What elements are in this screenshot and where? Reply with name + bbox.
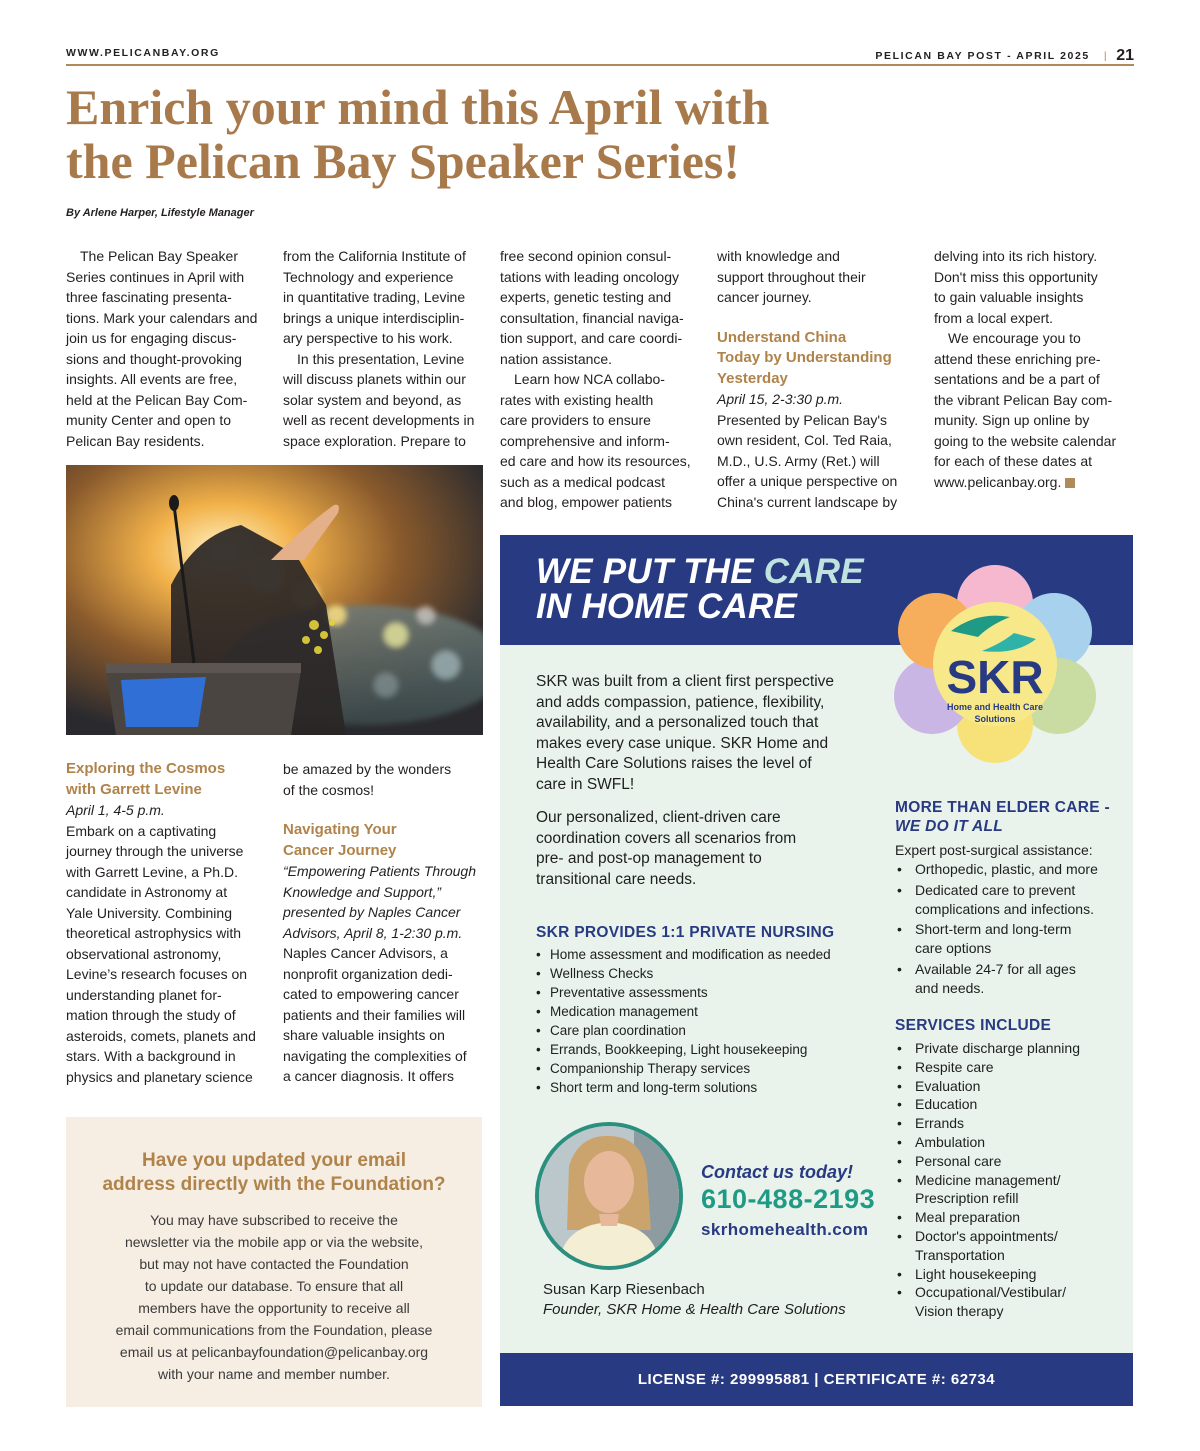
ad-intro-2: Our personalized, client-driven care coordination covers all scenarios from pre- and post-op management to transitional care needs. [536,809,797,888]
article-column-2-bottom [283,759,483,1087]
logo-text: SKR [946,651,1044,703]
article-headline: Enrich your mind this April with the Pelican Bay Speaker Series! [66,79,770,189]
skr-logo-flower [886,553,1104,775]
header-divider [66,64,1134,66]
list-item: • Dedicated care to prevent complications and infections. [895,881,1110,919]
provides-heading: SKR PROVIDES 1:1 PRIVATE NURSING [536,924,835,941]
list-item: • Orthopedic, plastic, and more [895,860,1110,879]
list-item: • Private discharge planning [895,1039,1110,1058]
provides-list [534,945,864,1097]
site-url[interactable]: WWW.PELICANBAY.ORG [66,47,220,59]
levine-background-paragraph: from the California Institute of Technology and experience in quantitative trading, Levine brings a unique interdisciplin- ary perspective to his work. [283,248,466,346]
cancer-journey-details: “Empowering Patients Through Knowledge and Support,” presented by Naples Cancer Advisors, April 8, 1-2:30 p.m. [283,863,476,941]
list-item: • Care plan coordination [534,1021,864,1040]
china-paragraph: Presented by Pelican Bay's own resident, Col. Ted Raia, M.D., U.S. Army (Ret.) will offer a unique perspective on China's current landscape by [717,411,898,510]
header-separator: | [1103,50,1109,62]
founder-photo-illustration [539,1126,679,1266]
founder-name: Susan Karp Riesenbach [543,1281,705,1298]
email-notice-body: You may have subscribed to receive the newsletter via the mobile app or via the website, but may not have contacted the Foundation to update our database. To ensure that all members have the opportunity to receive all email communications from the Foundation, please email us at pelicanbayfoundation@pelicanbay.org with your name and member number. [115,1212,433,1382]
article-column-5 [934,246,1134,492]
article-column-3 [500,246,700,513]
list-item: • Short term and long-term solutions [534,1078,864,1097]
elder-intro: Expert post-surgical assistance: [895,842,1093,858]
list-item: • Companionship Therapy services [534,1059,864,1078]
intro-paragraph: The Pelican Bay Speaker Series continues in April with three fascinating presenta- tions. Mark your calendars and join us for engaging discus- sions and thought-provoking insights. All events are free, held at the Pelican Bay Com- munity Center and open to Pelican Bay residents. [66,248,258,449]
list-item: • Preventative assessments [534,983,864,1002]
elder-care-list [895,860,1110,1000]
cancer-journey-paragraph: Naples Cancer Advisors, a nonprofit organization dedi- cated to empowering cancer patients and their families will share valuable insights on navigating the complexities of a cancer diagnosis. It offers [283,945,467,1084]
article-byline: By Arlene Harper, Lifestyle Manager [66,207,254,219]
list-item: • Medication management [534,1002,864,1021]
ad-intro: SKR was built from a client first perspective and adds compassion, patience, flexibility, availability, and a personalized touch that makes every case unique. SKR Home and Health Care Solutions raises the level of care in SWFL! [536,673,835,793]
list-item: • Respite care [895,1058,1110,1077]
cosmos-paragraph: Embark on a captivating journey through the universe with Garrett Levine, a Ph.D. candidate in Astronomy at Yale University. Combining theoretical astrophysics with observational astronomy, Levine’s research focuses on understanding planet for- mation through the study of asteroids, comets, planets and stars. With a background in physics and planetary science [66,822,256,1085]
publication-title: PELICAN BAY POST - APRIL 2025 [875,50,1090,62]
cosmos-date: April 1, 4-5 p.m. [66,802,165,818]
email-notice-title: Have you updated your email address directly with the Foundation? [102,1150,446,1195]
list-item: • Wellness Checks [534,964,864,983]
list-item: • Occupational/Vestibular/ Vision therapy [895,1283,1110,1321]
closing-paragraph: We encourage you to attend these enriching pre- sentations and be a part of the vibrant Pelican Bay com- munity. Sign up online by going to the website calendar for each of these dates at www.pelicanbay.org. [934,330,1117,490]
list-item: • Light housekeeping [895,1265,1110,1284]
end-mark-icon [1065,478,1075,488]
list-item: • Ambulation [895,1133,1110,1152]
contact-label: Contact us today! [701,1162,854,1182]
list-item: • Meal preparation [895,1208,1110,1227]
publication-header [875,47,1134,65]
foundation-email-notice [66,1117,482,1407]
ad-title: WE PUT THE CARE IN HOME CARE [536,552,864,626]
list-item: • Errands, Bookkeeping, Light housekeeping [534,1040,864,1059]
subheading-cosmos: Exploring the Cosmos with Garrett Levine [66,760,226,798]
speaker-podium-photo [66,465,483,735]
founder-portrait [535,1122,683,1270]
article-column-2-top [283,246,483,451]
list-item: • Doctor's appointments/ Transportation [895,1227,1110,1265]
podium-illustration [66,465,483,735]
phone-number[interactable]: 610-488-2193 [701,1184,876,1214]
levine-presentation-paragraph: In this presentation, Levine will discuss planets within our solar system and beyond, as well as recent developments in space exploration. Prepare to [283,350,475,449]
ad-website-link[interactable]: skrhomehealth.com [701,1220,869,1239]
article-column-4 [717,246,917,512]
license-footer: LICENSE #: 299995881 | CERTIFICATE #: 62734 [500,1353,1133,1406]
list-item: • Home assessment and modification as needed [534,945,864,964]
logo-subtitle-1: Home and Health Care [946,702,1044,712]
article-column-1-bottom [66,759,266,1087]
china-date: April 15, 2-3:30 p.m. [717,391,844,407]
nca-services-paragraph: free second opinion consul- tations with leading oncology experts, genetic testing and consultation, financial naviga- tion support, and care coordi- nation assistance. [500,248,684,367]
services-heading: SERVICES INCLUDE [895,1017,1052,1034]
services-list [895,1039,1110,1321]
list-item: • Medicine management/ Prescription refill [895,1171,1110,1209]
logo-subtitle-2: Solutions [974,714,1016,724]
elder-care-heading: MORE THAN ELDER CARE - WE DO IT ALL [895,799,1110,835]
china-closing-paragraph: delving into its rich history. Don't miss this opportunity to gain valuable insights from a local expert. [934,248,1098,326]
list-item: • Education [895,1095,1110,1114]
subheading-china: Understand China Today by Understanding Yesterday [717,328,892,387]
list-item: • Errands [895,1114,1110,1133]
list-item: • Evaluation [895,1077,1110,1096]
founder-title: Founder, SKR Home & Health Care Solutions [543,1301,846,1318]
cosmos-closing-paragraph: be amazed by the wonders of the cosmos! [283,761,452,798]
page-number: 21 [1116,47,1134,64]
subheading-cancer-journey: Navigating Your Cancer Journey [283,821,397,859]
article-column-1-top [66,246,266,451]
list-item: • Available 24-7 for all ages and needs. [895,960,1110,998]
nca-closing-paragraph: with knowledge and support throughout their cancer journey. [717,248,866,305]
skr-advertisement [500,535,1133,1406]
nca-collaboration-paragraph: Learn how NCA collabo- rates with existing health care providers to ensure comprehensive and inform- ed care and how its resources, such as a medical podcast and blog, empower patients [500,371,691,510]
list-item: • Short-term and long-term care options [895,920,1110,958]
list-item: • Personal care [895,1152,1110,1171]
